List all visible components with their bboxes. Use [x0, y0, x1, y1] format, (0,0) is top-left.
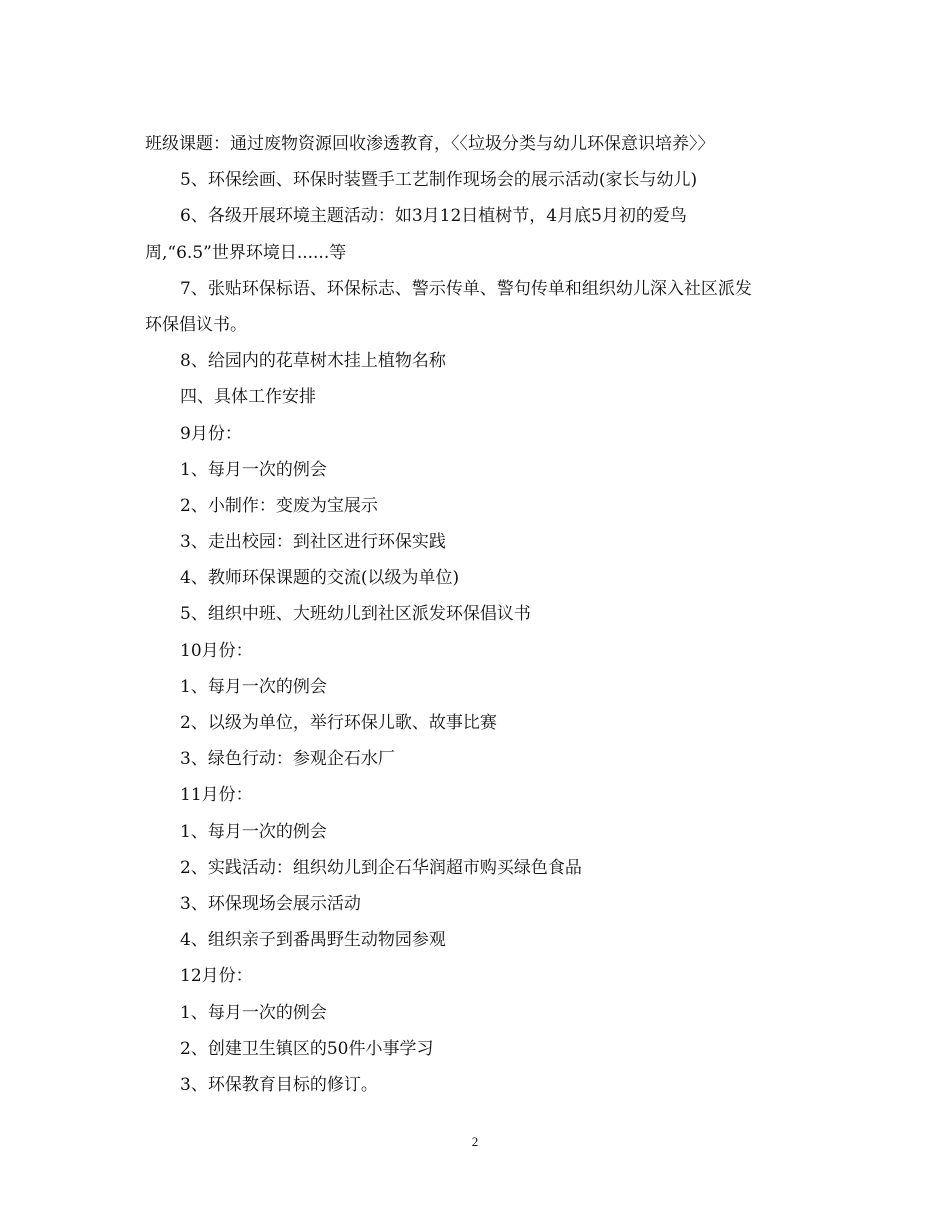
- document-body: [145, 126, 815, 1103]
- text-line: 3、环保现场会展示活动: [180, 893, 361, 914]
- text-line: 11月份：: [180, 785, 253, 806]
- text-line: 2、小制作：变废为宝展示: [180, 495, 378, 516]
- text-line: 1、每月一次的例会: [180, 1002, 327, 1023]
- text-line: 1、每月一次的例会: [180, 821, 327, 842]
- text-line: 4、教师环保课题的交流(以级为单位): [180, 568, 460, 589]
- text-line: 班级课题：通过废物资源回收渗透教育，〈〈垃圾分类与幼儿环保意识培养〉〉: [145, 134, 715, 154]
- text-line: 周,“6.5”世界环境日......等: [145, 242, 347, 263]
- text-line: 2、以级为单位，举行环保儿歌、故事比赛: [180, 713, 497, 733]
- text-line: 4、组织亲子到番禺野生动物园参观: [180, 930, 446, 951]
- text-line: 3、绿色行动：参观企石水厂: [180, 749, 395, 770]
- page-number: 2: [471, 1134, 479, 1149]
- text-line: 6、各级开展环境主题活动：如3月12日植树节，4月底5月初的爱鸟: [180, 206, 687, 227]
- text-line: 2、实践活动：组织幼儿到企石华润超市购买绿色食品: [180, 857, 582, 878]
- text-line: 8、给园内的花草树木挂上植物名称: [180, 351, 446, 372]
- text-line: 2、创建卫生镇区的50件小事学习: [180, 1038, 434, 1059]
- text-line: 10月份：: [180, 640, 253, 661]
- text-line: 1、每月一次的例会: [180, 676, 327, 697]
- text-line: 7、张贴环保标语、环保标志、警示传单、警句传单和组织幼儿深入社区派发: [180, 278, 752, 299]
- text-line: 5、组织中班、大班幼儿到社区派发环保倡议书: [180, 604, 531, 625]
- text-line: 1、每月一次的例会: [180, 459, 327, 480]
- text-line: 5、环保绘画、环保时装暨手工艺制作现场会的展示活动(家长与幼儿): [180, 170, 698, 191]
- text-line: 环保倡议书。: [145, 314, 247, 335]
- text-line: 3、环保教育目标的修订。: [180, 1074, 378, 1095]
- text-line: 四、具体工作安排: [180, 387, 316, 408]
- text-line: 3、走出校园：到社区进行环保实践: [180, 532, 446, 553]
- text-line: 9月份：: [180, 423, 242, 444]
- text-line: 12月份：: [180, 966, 253, 987]
